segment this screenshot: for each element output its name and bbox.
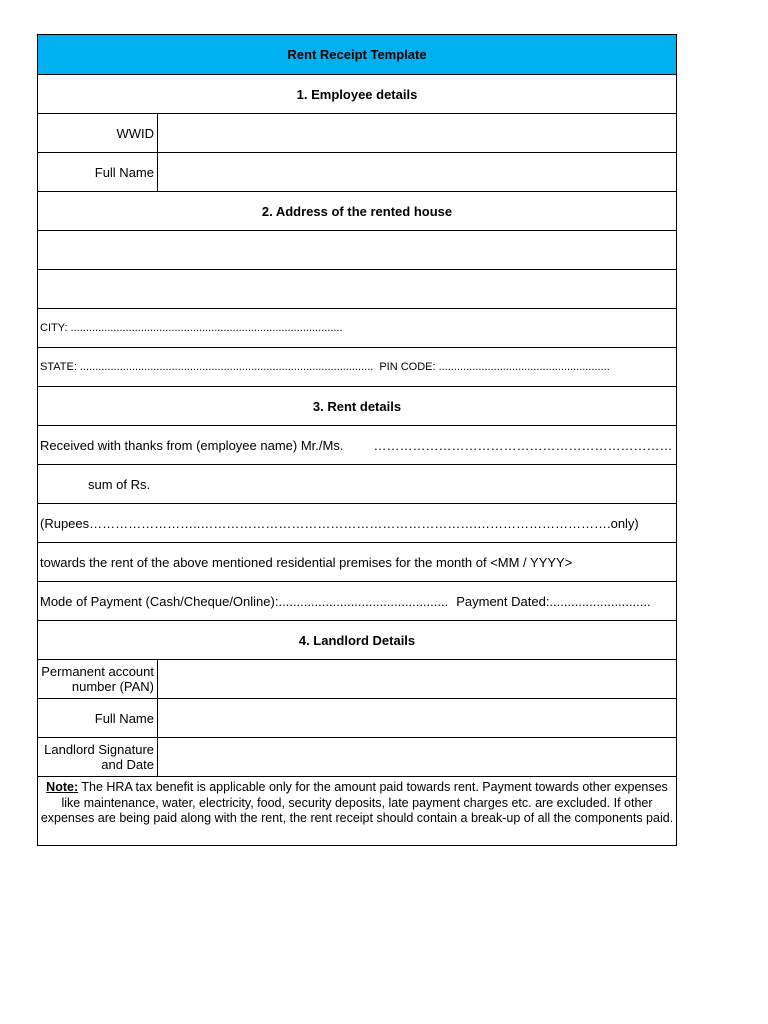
signature-label: Landlord Signature and Date bbox=[38, 738, 158, 776]
city-row bbox=[38, 309, 676, 348]
received-row bbox=[38, 426, 676, 465]
note-label: Note: bbox=[46, 780, 79, 794]
note-block bbox=[38, 777, 676, 846]
landlord-section-title: 4. Landlord Details bbox=[298, 632, 416, 648]
address-line-2 bbox=[38, 270, 676, 309]
signature-row bbox=[38, 738, 676, 777]
pin-text: PIN CODE: ........................................................ bbox=[379, 361, 610, 373]
address-line-1-field[interactable] bbox=[38, 231, 676, 269]
landlord-section-header bbox=[38, 621, 676, 660]
form-title: Rent Receipt Template bbox=[287, 47, 427, 62]
rent-section-title: 3. Rent details bbox=[312, 398, 402, 414]
wwid-label: WWID bbox=[38, 114, 158, 152]
employee-section-header bbox=[38, 75, 676, 114]
pan-label: Permanent account number (PAN) bbox=[38, 660, 158, 698]
employee-name-row bbox=[38, 153, 676, 192]
pan-row bbox=[38, 660, 676, 699]
employee-name-field[interactable] bbox=[158, 153, 676, 191]
payment-mode-text: Mode of Payment (Cash/Cheque/Online):............................................... bbox=[40, 593, 449, 609]
sum-row bbox=[38, 465, 676, 504]
rent-receipt-form bbox=[37, 34, 677, 846]
note-text: The HRA tax benefit is applicable only for the amount paid towards rent. Payment towards other expenses like maintenance, water, electricity, food, security deposits, late payment charges etc. are excluded. If other expenses are being paid along with the rent, the rent receipt should contain a break-up of all the components paid. bbox=[40, 780, 674, 825]
sum-text: sum of Rs. bbox=[88, 476, 151, 492]
employee-section-title: 1. Employee details bbox=[296, 86, 418, 102]
pan-field[interactable] bbox=[158, 660, 676, 698]
payment-mode-field[interactable] bbox=[38, 582, 676, 620]
rupees-field[interactable]: (Rupees……………………..……………………………………………………….………………………….only) bbox=[40, 515, 639, 531]
rupees-row bbox=[38, 504, 676, 543]
received-dots: …………………………………………………………… bbox=[373, 437, 673, 453]
payment-dated-text: Payment Dated:............................ bbox=[456, 593, 651, 609]
state-row bbox=[38, 348, 676, 387]
landlord-name-row bbox=[38, 699, 676, 738]
state-text: STATE: ................................................................................................ bbox=[40, 361, 374, 373]
address-line-1 bbox=[38, 231, 676, 270]
towards-text[interactable]: towards the rent of the above mentioned residential premises for the month of <MM / YYYY> bbox=[40, 554, 573, 570]
signature-field[interactable] bbox=[158, 738, 676, 776]
city-field[interactable]: CITY: ......................................................................................... bbox=[40, 322, 343, 334]
address-section-title: 2. Address of the rented house bbox=[261, 203, 453, 219]
title-row bbox=[38, 35, 676, 75]
landlord-name-field[interactable] bbox=[158, 699, 676, 737]
landlord-name-label: Full Name bbox=[38, 699, 158, 737]
received-text: Received with thanks from (employee name) Mr./Ms. bbox=[40, 437, 344, 453]
received-field[interactable] bbox=[38, 426, 676, 464]
payment-mode-row bbox=[38, 582, 676, 621]
wwid-field[interactable] bbox=[158, 114, 676, 152]
rent-section-header bbox=[38, 387, 676, 426]
wwid-row bbox=[38, 114, 676, 153]
employee-name-label: Full Name bbox=[38, 153, 158, 191]
sum-field[interactable] bbox=[38, 465, 676, 503]
state-pin-field[interactable] bbox=[38, 348, 676, 386]
address-section-header bbox=[38, 192, 676, 231]
towards-row bbox=[38, 543, 676, 582]
address-line-2-field[interactable] bbox=[38, 270, 676, 308]
